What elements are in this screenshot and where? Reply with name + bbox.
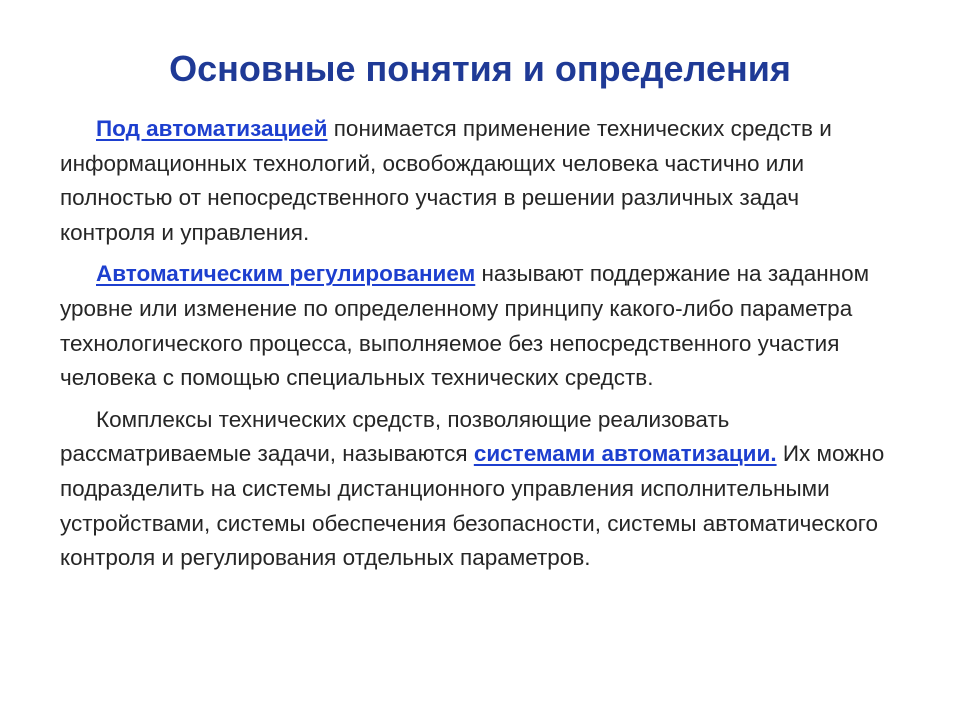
paragraph-text: Их можно подразделить на системы дистанционного управления исполнительными устройствами, системы обеспечения безопасности, системы автоматического контроля и регулирования отдельных параметров. [60, 441, 885, 571]
paragraph-text: называют поддержание на заданном уровне или изменение по определенному принципу какого-либо параметра технологического процесса, выполняемое без непосредственного участия человека с помощью специальных технических средств. [60, 261, 870, 391]
term-link-automation-systems[interactable]: системами автоматизации. [473, 441, 777, 467]
term-link-automation[interactable]: Под автоматизацией [96, 116, 328, 141]
paragraph-text: понимается применение технических средств и информационных технологий, освобождающих человека частично или полностью от непосредственного участия в решении различных задач контроля и управления. [60, 116, 832, 245]
paragraph-lead-text: Комплексы технических средств, позволяющие реализовать рассматриваемые задачи, называются [60, 406, 730, 467]
slide-body [60, 112, 900, 583]
definition-automatic-regulation [60, 257, 900, 395]
slide-title: Основные понятия и определения [169, 48, 791, 89]
definition-automation-systems [60, 403, 900, 576]
term-link-automatic-regulation[interactable]: Автоматическим регулированием [96, 261, 476, 287]
definition-automation [60, 112, 900, 250]
